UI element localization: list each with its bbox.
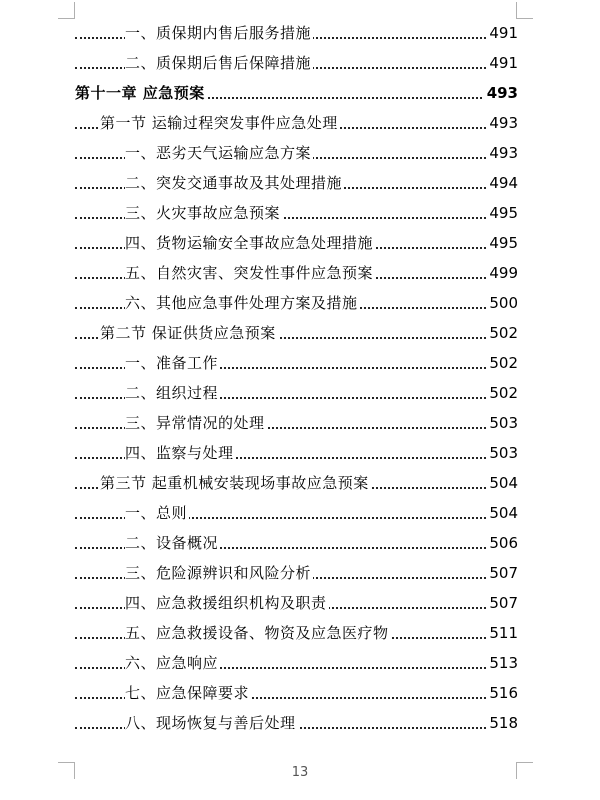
toc-subsection-entry[interactable] — [0, 529, 600, 559]
toc-entry-title: 二、组织过程 — [125, 384, 219, 402]
toc-entry-title: 一、总则 — [125, 504, 188, 522]
toc-entry-page: 502 — [486, 383, 518, 403]
toc-entry-page: 504 — [486, 503, 518, 523]
toc-subsection-entry[interactable] — [0, 199, 600, 229]
toc-subsection-entry[interactable] — [0, 589, 600, 619]
toc-entry-title: 二、质保期后售后保障措施 — [125, 54, 312, 72]
toc-subsection-entry[interactable] — [0, 499, 600, 529]
toc-subsection-entry[interactable] — [0, 259, 600, 289]
toc-chapter-entry[interactable] — [0, 79, 600, 109]
toc-entry-title: 四、应急救援组织机构及职责 — [125, 594, 327, 612]
toc-entry-title: 三、危险源辨识和风险分析 — [125, 564, 312, 582]
toc-entry-page: 516 — [486, 683, 518, 703]
toc-entry-page: 511 — [486, 623, 518, 643]
toc-entry-title: 六、应急响应 — [125, 654, 219, 672]
toc-entry-title: 七、应急保障要求 — [125, 684, 250, 702]
toc-entry-title: 三、火灾事故应急预案 — [125, 204, 281, 222]
toc-entry-page: 503 — [486, 413, 518, 433]
toc-entry-page: 513 — [486, 653, 518, 673]
toc-entry-page: 502 — [486, 323, 518, 343]
toc-subsection-entry[interactable] — [0, 409, 600, 439]
toc-entry-title: 三、异常情况的处理 — [125, 414, 265, 432]
toc-subsection-entry[interactable] — [0, 709, 600, 739]
toc-subsection-entry[interactable] — [0, 439, 600, 469]
toc-entry-title: 六、其他应急事件处理方案及措施 — [125, 294, 358, 312]
toc-subsection-entry[interactable] — [0, 229, 600, 259]
toc-section-entry[interactable] — [0, 469, 600, 499]
toc-entry-title: 四、监察与处理 — [125, 444, 234, 462]
toc-subsection-entry[interactable] — [0, 289, 600, 319]
table-of-contents — [0, 19, 600, 739]
toc-entry-title: 二、设备概况 — [125, 534, 219, 552]
toc-entry-title: 一、恶劣天气运输应急方案 — [125, 144, 312, 162]
toc-entry-page: 494 — [486, 173, 518, 193]
toc-entry-title: 一、准备工作 — [125, 354, 219, 372]
toc-subsection-entry[interactable] — [0, 559, 600, 589]
toc-entry-title: 第二节 保证供货应急预案 — [100, 324, 276, 342]
toc-subsection-entry[interactable] — [0, 649, 600, 679]
toc-entry-page: 500 — [486, 293, 518, 313]
toc-entry-page: 495 — [486, 203, 518, 223]
toc-entry-page: 518 — [486, 713, 518, 733]
toc-entry-page: 491 — [486, 23, 518, 43]
toc-entry-title: 五、应急救援设备、物资及应急医疗物 — [125, 624, 389, 642]
toc-entry-page: 495 — [486, 233, 518, 253]
toc-subsection-entry[interactable] — [0, 679, 600, 709]
crop-mark-top-left — [58, 2, 75, 19]
toc-subsection-entry[interactable] — [0, 379, 600, 409]
toc-subsection-entry[interactable] — [0, 19, 600, 49]
crop-mark-top-right — [516, 2, 533, 19]
toc-entry-title: 八、现场恢复与善后处理 — [125, 714, 296, 732]
toc-entry-title: 二、突发交通事故及其处理措施 — [125, 174, 343, 192]
toc-entry-page: 507 — [486, 593, 518, 613]
toc-entry-page: 493 — [486, 143, 518, 163]
toc-entry-page: 491 — [486, 53, 518, 73]
toc-entry-page: 493 — [486, 113, 518, 133]
toc-subsection-entry[interactable] — [0, 169, 600, 199]
toc-entry-title: 第三节 起重机械安装现场事故应急预案 — [100, 474, 369, 492]
toc-entry-title: 第一节 运输过程突发事件应急处理 — [100, 114, 338, 132]
toc-entry-page: 507 — [486, 563, 518, 583]
toc-section-entry[interactable] — [0, 109, 600, 139]
toc-entry-page: 504 — [486, 473, 518, 493]
toc-entry-page: 493 — [484, 83, 518, 103]
toc-entry-title: 四、货物运输安全事故应急处理措施 — [125, 234, 374, 252]
toc-entry-title: 第十一章 应急预案 — [75, 84, 205, 102]
toc-subsection-entry[interactable] — [0, 619, 600, 649]
toc-entry-title: 一、质保期内售后服务措施 — [125, 24, 312, 42]
toc-entry-page: 499 — [486, 263, 518, 283]
toc-entry-page: 503 — [486, 443, 518, 463]
toc-subsection-entry[interactable] — [0, 139, 600, 169]
toc-section-entry[interactable] — [0, 319, 600, 349]
page-number: 13 — [291, 765, 309, 780]
toc-subsection-entry[interactable] — [0, 49, 600, 79]
toc-entry-page: 502 — [486, 353, 518, 373]
toc-subsection-entry[interactable] — [0, 349, 600, 379]
toc-entry-title: 五、自然灾害、突发性事件应急预案 — [125, 264, 374, 282]
toc-entry-page: 506 — [486, 533, 518, 553]
